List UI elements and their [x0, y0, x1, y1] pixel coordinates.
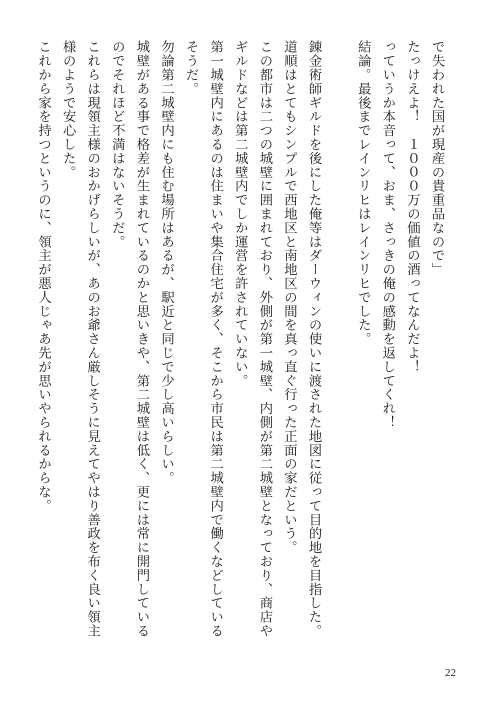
page-number: 22	[445, 667, 456, 679]
text-line: これから家を持つというのに、領主が悪人じゃあ先が思いやられるからな。	[35, 40, 51, 513]
text-line: たっけえよ！ １０００万の価値の酒ってなんだよ！	[404, 40, 420, 374]
text-line: のでそれほど不満はないそうだ。	[109, 40, 125, 249]
text-line: 第一城壁内にあるのは住まいや集合住宅が多く、そこから市民は第二城壁内で働くなどしている	[207, 40, 223, 638]
text-line: そうだ。	[183, 40, 199, 96]
text-line: ギルドなどは第二城壁内でしか運営を許されていない。	[232, 40, 248, 388]
text-line: で失われた国が現産の貴重品なので」	[429, 40, 444, 277]
text-line: 勿論第二城壁内にも住む場所はあるが、駅近と同じで少し高いらしい。	[158, 40, 174, 485]
text-line: 様のようで安心した。	[60, 40, 76, 179]
text-line: っていうか本音って、おま、さっきの俺の感動を返してくれ！	[379, 40, 395, 430]
text-line: これらは現領主様のおかげらしいが、あのお爺さん厳しそうに見えてやはり善政を布く良い領主	[84, 40, 100, 638]
blank-line	[325, 40, 350, 640]
text-line: 結論。最後までレインリヒはレインリヒでした。	[355, 40, 371, 346]
text-line: 道順はとてもシンプルで西地区と南地区の間を真っ直ぐ行った正面の家だという。	[281, 40, 297, 555]
text-line: この都市は二つの城壁に囲まれており、外側が第一城壁、内側が第二城壁となっており、商店や	[256, 40, 272, 638]
vertical-text-body	[35, 40, 448, 640]
text-line: 錬金術師ギルドを後にした俺等はダーウィンの使いに渡された地図に従って目的地を目指した。	[306, 40, 322, 638]
text-line: 城壁がある事で格差が生まれているのかと思いきや、第二城壁は低く、更には常に開門している	[133, 40, 149, 638]
